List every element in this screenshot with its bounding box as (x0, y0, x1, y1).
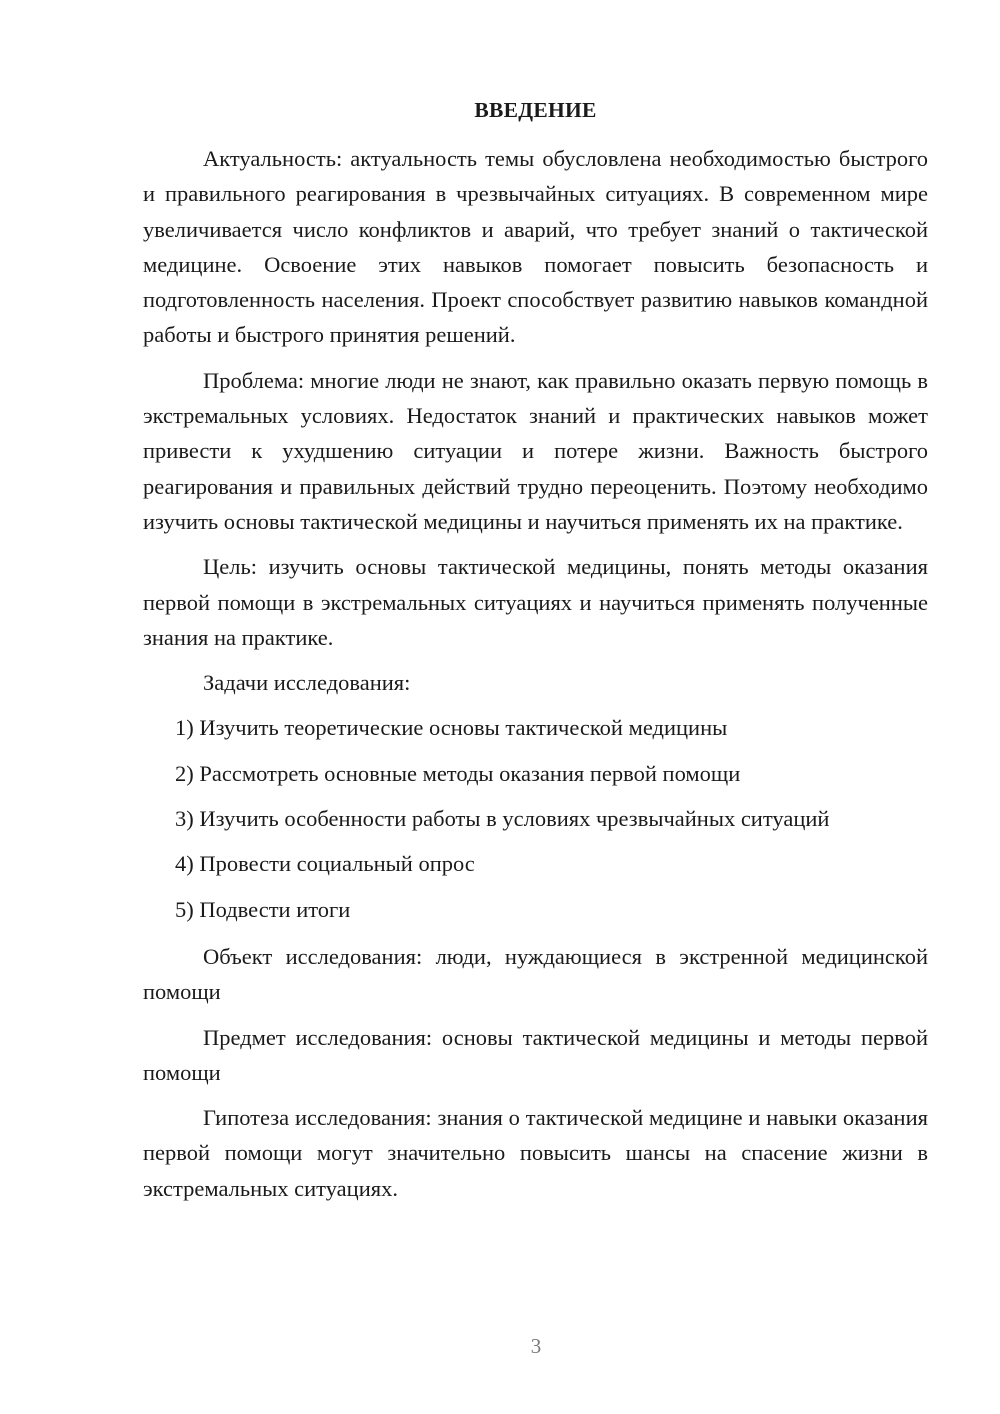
relevance-paragraph: Актуальность: актуальность темы обусловлена необходимостью быстрого и правильного реагирования в чрезвычайных ситуациях. В современном мире увеличивается число конфликтов и аварий, что требует знаний о тактической медицине. Освоение этих навыков помогает повысить безопасность и подготовленность населения. Проект способствует развитию навыков командной работы и быстрого принятия решений. (143, 146, 928, 348)
goal-paragraph: Цель: изучить основы тактической медицины, понять методы оказания первой помощи в экстремальных ситуациях и научиться применять полученные знания на практике. (143, 554, 928, 650)
task-item: 1) Изучить теоретические основы тактической медицины (175, 715, 728, 741)
task-item: 4) Провести социальный опрос (175, 851, 475, 877)
task-item: 3) Изучить особенности работы в условиях чрезвычайных ситуаций (175, 806, 830, 832)
task-item: 5) Подвести итоги (175, 896, 351, 922)
tasks-heading: Задачи исследования: (203, 670, 411, 696)
page-content (143, 93, 928, 1216)
object-paragraph: Объект исследования: люди, нуждающиеся в экстренной медицинской помощи (143, 943, 928, 1005)
page-number: 3 (530, 1334, 542, 1358)
page-title: ВВЕДЕНИЕ (474, 98, 597, 122)
problem-paragraph: Проблема: многие люди не знают, как правильно оказать первую помощь в экстремальных условиях. Недостаток знаний и практических навыков может привести к ухудшению ситуации и потере жизни. Важность быстрого реагирования и правильных действий трудно переоценить. Поэтому необходимо изучить основы тактической медицины и научиться применять их на практике. (143, 367, 928, 534)
tasks-list (143, 710, 928, 926)
task-item: 2) Рассмотреть основные методы оказания первой помощи (175, 760, 741, 786)
subject-paragraph: Предмет исследования: основы тактической медицины и методы первой помощи (143, 1024, 928, 1085)
hypothesis-paragraph: Гипотеза исследования: знания о тактической медицине и навыки оказания первой помощи могут значительно повысить шансы на спасение жизни в экстремальных ситуациях. (143, 1105, 928, 1201)
